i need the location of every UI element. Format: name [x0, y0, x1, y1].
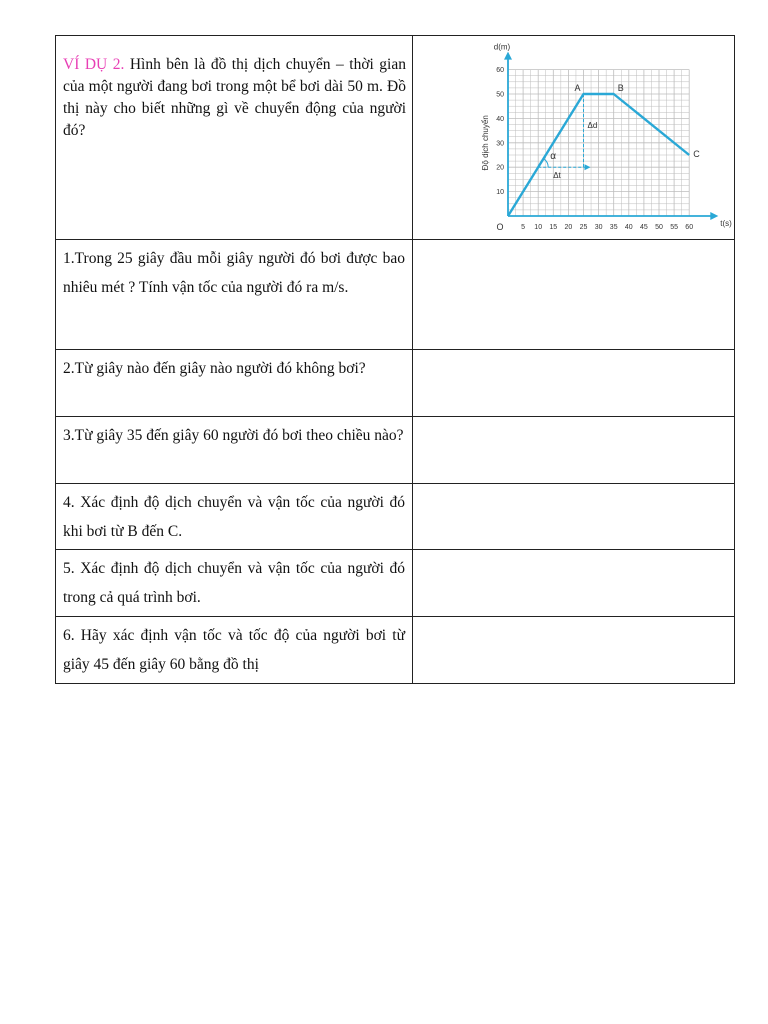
x-tick-label: 55: [670, 224, 678, 231]
point-label-c: C: [693, 149, 700, 159]
y-tick-label: 10: [496, 189, 504, 197]
question-5-text: 5. Xác định độ dịch chuyển và vận tốc của người đó trong cả quá trình bơi.: [63, 560, 405, 606]
question-6-text: 6. Hãy xác định vận tốc và tốc độ của người bơi từ giây 45 đến giây 60 bằng đồ thị: [63, 627, 405, 673]
question-1-text: 1.Trong 25 giây đầu mỗi giây người đó bơi được bao nhiêu mét ? Tính vận tốc của người đó ra m/s.: [63, 250, 405, 296]
angle-arc: [544, 159, 548, 167]
question-cell: [56, 617, 413, 684]
question-2-text: 2.Từ giây nào đến giây nào người đó không bơi?: [63, 360, 366, 377]
x-tick-label: 35: [609, 224, 618, 231]
delta-d-label: Δd: [587, 121, 598, 131]
x-tick-label: 40: [624, 224, 633, 231]
question-4-text: 4. Xác định độ dịch chuyển và vận tốc của người đó khi bơi từ B đến C.: [63, 494, 405, 540]
delta-t-label: Δt: [553, 171, 561, 181]
y-tick-label: 60: [496, 67, 504, 75]
origin-label: O: [496, 222, 504, 232]
y-tick-label: 30: [496, 140, 504, 148]
x-tick-label: 45: [640, 224, 648, 231]
question-cell: [56, 550, 413, 617]
x-tick-label: 25: [579, 224, 588, 231]
question-row: [56, 550, 735, 617]
example-paragraph: [56, 36, 412, 142]
x-tick-label: 15: [549, 224, 558, 231]
chart-svg: [413, 36, 734, 239]
displacement-time-chart: [413, 36, 734, 239]
question-row: [56, 350, 735, 417]
y-tick-label: 20: [496, 164, 504, 172]
question-row: [56, 240, 735, 350]
example-row: [56, 36, 735, 240]
x-axis-unit: t(s): [720, 219, 732, 228]
answer-cell-6[interactable]: [413, 617, 735, 684]
x-tick-label: 60: [685, 224, 694, 231]
answer-cell-1[interactable]: [413, 240, 735, 350]
y-axis-arrowhead: [504, 52, 512, 60]
worksheet-table: [55, 35, 735, 684]
question-cell: [56, 350, 413, 417]
angle-label: α: [550, 151, 556, 163]
chart-cell: [413, 36, 735, 240]
y-axis-title: Độ dịch chuyển: [481, 115, 490, 171]
question-cell: [56, 417, 413, 484]
question-row: [56, 484, 735, 550]
example-cell: [56, 36, 413, 240]
example-text: Hình bên là đồ thị dịch chuyển – thời gian của một người đang bơi trong một bể bơi dài 50 m. Đồ thị này cho biết những gì về chuyển động của người đó?: [63, 56, 406, 139]
answer-cell-4[interactable]: [413, 484, 735, 550]
x-axis-arrowhead: [710, 212, 718, 220]
question-3-text: 3.Từ giây 35 đến giây 60 người đó bơi theo chiều nào?: [63, 427, 404, 444]
x-tick-label: 50: [655, 224, 663, 231]
y-tick-label: 40: [496, 115, 504, 123]
y-axis-unit: d(m): [493, 42, 511, 52]
question-cell: [56, 240, 413, 350]
x-tick-label: 10: [534, 224, 543, 231]
y-tick-label: 50: [496, 91, 504, 99]
x-tick-label: 20: [564, 224, 573, 231]
question-cell: [56, 484, 413, 550]
answer-cell-3[interactable]: [413, 417, 735, 484]
delta-t-arrowhead: [585, 164, 591, 170]
x-tick-label: 30: [594, 224, 603, 231]
example-label: VÍ DỤ 2.: [63, 56, 125, 73]
question-row: [56, 617, 735, 684]
point-label-a: A: [574, 83, 581, 93]
question-row: [56, 417, 735, 484]
x-tick-label: 5: [521, 224, 526, 231]
point-label-b: B: [617, 83, 624, 93]
answer-cell-2[interactable]: [413, 350, 735, 417]
answer-cell-5[interactable]: [413, 550, 735, 617]
